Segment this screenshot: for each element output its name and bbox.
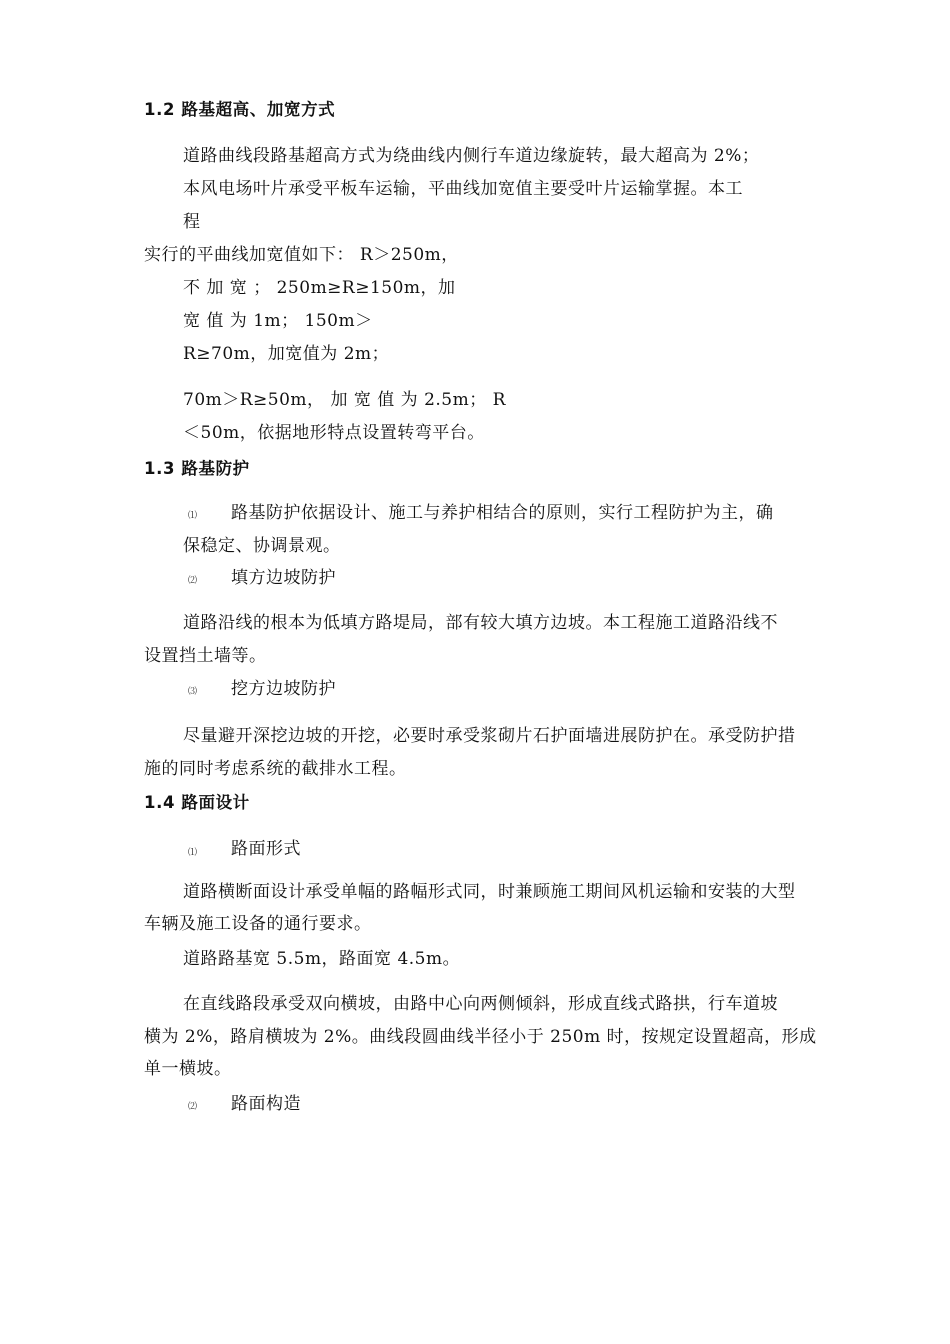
paragraph-line: R≥70m，加宽值为 2m；	[183, 344, 390, 364]
paragraph-line: 道路沿线的根本为低填方路堤局，部有较大填方边坡。本工程施工道路沿线不	[183, 613, 778, 633]
paragraph-line: 70m＞R≥50m， 加 宽 值 为 2.5m； R	[183, 390, 506, 410]
paragraph-line: 横为 2%，路肩横坡为 2%。曲线段圆曲线半径小于 250m 时，按规定设置超高，形成	[144, 1027, 817, 1047]
paragraph-line: 道路路基宽 5.5m，路面宽 4.5m。	[183, 949, 461, 969]
paragraph-line: 尽量避开深挖边坡的开挖，必要时承受浆砌片石护面墙进展防护在。承受防护措	[183, 726, 796, 746]
list-item-text: 路基防护依据设计、施工与养护相结合的原则，实行工程防护为主，确	[231, 503, 774, 523]
list-item-title: 挖方边坡防护	[231, 679, 336, 699]
paragraph-line: 程	[183, 212, 201, 232]
list-marker: ⑵	[188, 576, 198, 586]
section-heading-1-3: 1.3 路基防护	[144, 459, 250, 478]
paragraph-line: 道路横断面设计承受单幅的路幅形式同，时兼顾施工期间风机运输和安装的大型	[183, 882, 796, 902]
section-heading-1-2: 1.2 路基超高、加宽方式	[144, 100, 336, 119]
list-item-title: 路面形式	[231, 839, 301, 859]
paragraph-line: 宽 值 为 1m； 150m＞	[183, 311, 373, 331]
list-item-title: 填方边坡防护	[231, 568, 336, 588]
list-marker: ⑴	[188, 848, 198, 858]
paragraph-line: 不 加 宽 ； 250m≥R≥150m，加	[183, 278, 456, 298]
paragraph-line: 施的同时考虑系统的截排水工程。	[144, 759, 407, 779]
paragraph-line: 设置挡土墙等。	[144, 646, 267, 666]
list-item-title: 路面构造	[231, 1094, 301, 1114]
list-item-text: 保稳定、协调景观。	[183, 536, 341, 556]
list-marker: ⑵	[188, 1102, 198, 1112]
paragraph-line: 实行的平曲线加宽值如下： R＞250m，	[144, 245, 459, 265]
paragraph-line: 单一横坡。	[144, 1059, 232, 1079]
paragraph-line: 本风电场叶片承受平板车运输，平曲线加宽值主要受叶片运输掌握。本工	[183, 179, 743, 199]
section-heading-1-4: 1.4 路面设计	[144, 793, 250, 812]
list-marker: ⑴	[188, 511, 198, 521]
list-marker: ⑶	[188, 687, 198, 697]
paragraph-line: 在直线路段承受双向横坡，由路中心向两侧倾斜，形成直线式路拱，行车道坡	[183, 994, 778, 1014]
paragraph-line: 车辆及施工设备的通行要求。	[144, 914, 372, 934]
paragraph-line: 道路曲线段路基超高方式为绕曲线内侧行车道边缘旋转，最大超高为 2%；	[183, 146, 760, 166]
paragraph-line: ＜50m，依据地形特点设置转弯平台。	[183, 423, 485, 443]
